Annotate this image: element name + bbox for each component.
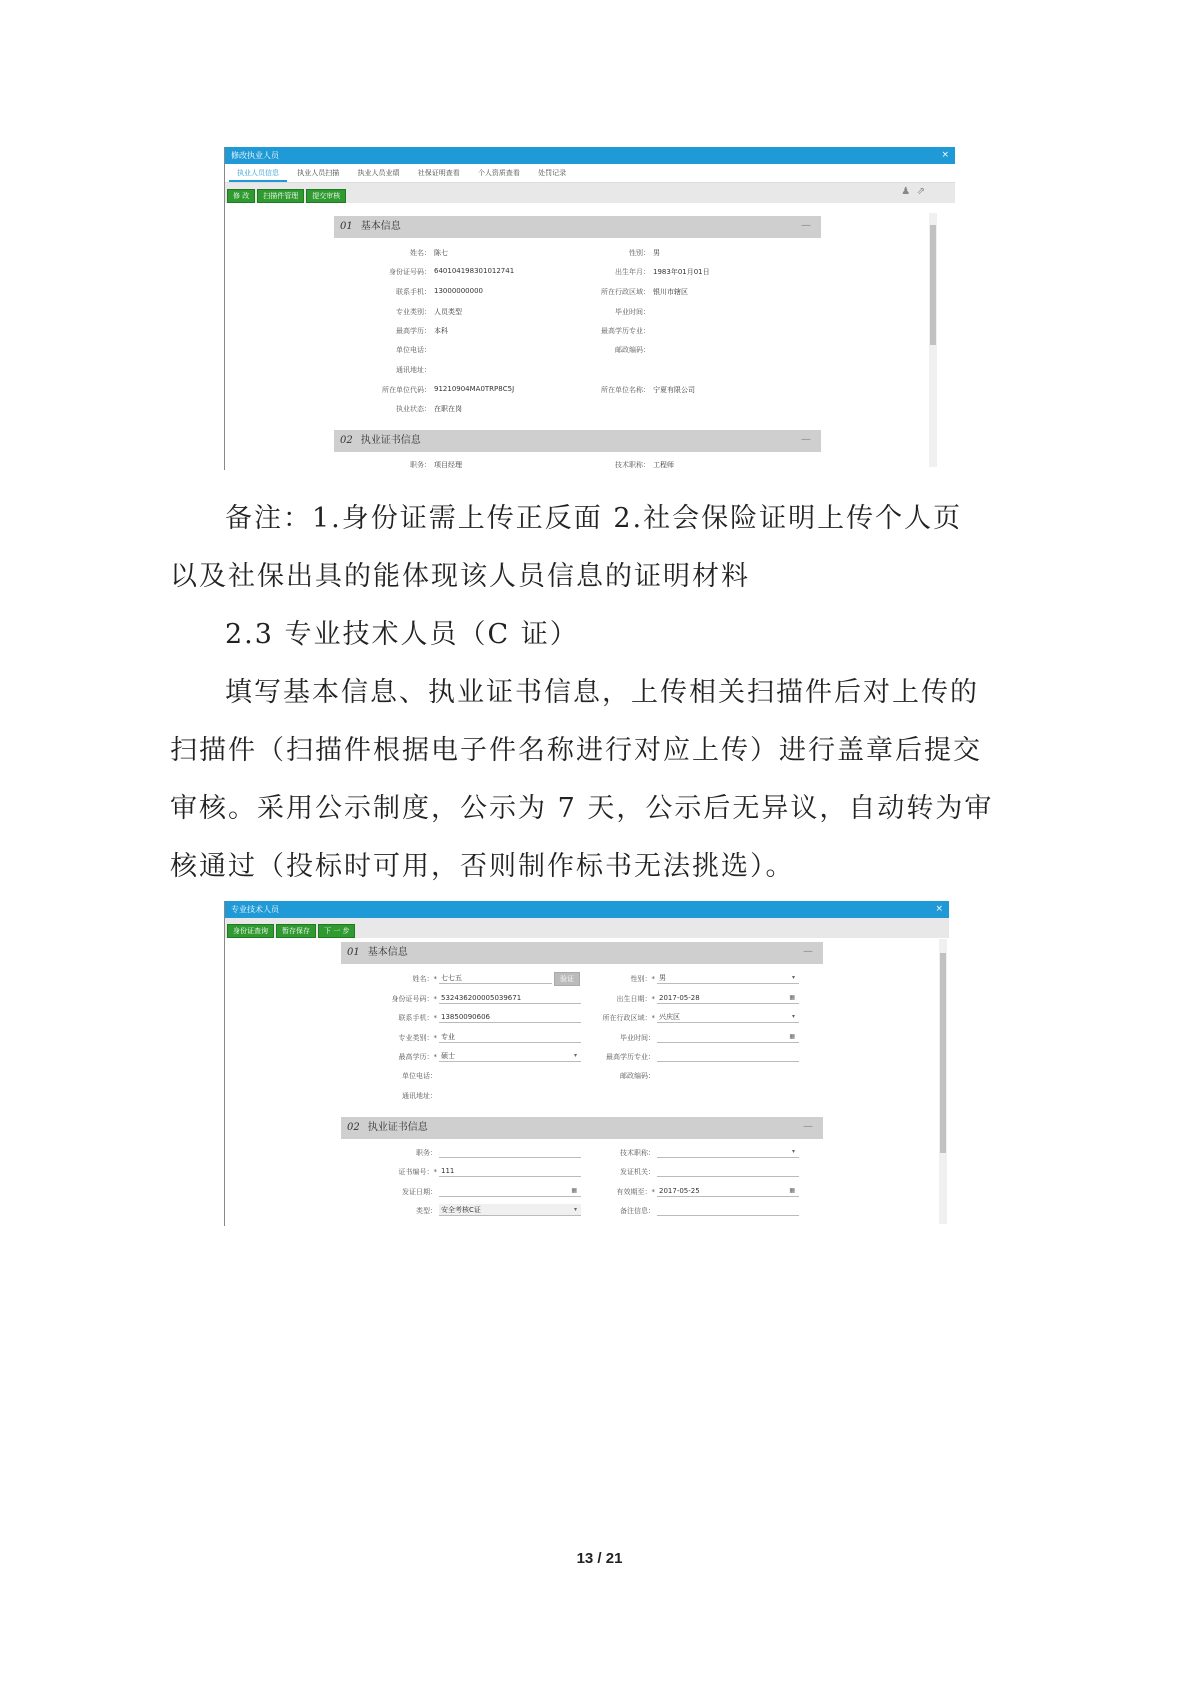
field-label: 通讯地址：	[402, 1092, 437, 1100]
selected-value: 安全考核C证	[441, 1206, 481, 1214]
field-label: 发证机关：	[620, 1168, 655, 1176]
section-number: 02	[347, 1122, 360, 1133]
calendar-icon[interactable]: ▦	[571, 1187, 577, 1194]
position-input[interactable]	[439, 1146, 581, 1158]
scrollbar-thumb[interactable]	[930, 225, 936, 345]
field-value: 陈七	[434, 249, 448, 257]
title-select[interactable]	[657, 1146, 799, 1158]
date-value: 2017-05-25	[659, 1187, 700, 1195]
field-label: 技术职称：	[620, 1149, 655, 1157]
major-input[interactable]: 专业	[439, 1031, 581, 1043]
verify-button[interactable]: 验证	[554, 972, 580, 986]
cert-number-input[interactable]: 111	[439, 1165, 581, 1177]
field-label: 专业类别：*	[398, 1034, 437, 1042]
field-label: 最高学历：	[396, 327, 431, 335]
education-select[interactable]	[439, 1050, 581, 1062]
field-label: 身份证号码：*	[391, 995, 437, 1003]
id-query-button[interactable]: 身份证查询	[227, 924, 274, 938]
section-cert-info	[334, 430, 821, 452]
tab-social-security[interactable]: 社保证明查看	[417, 169, 460, 177]
section-title: 基本信息	[360, 221, 401, 232]
dropdown-caret-icon: ▾	[791, 974, 795, 981]
vertical-scrollbar[interactable]	[939, 939, 947, 1224]
field-label: 最高学历：*	[398, 1053, 437, 1061]
remark-input[interactable]	[657, 1204, 799, 1216]
note-line-1: 备注：1.身份证需上传正反面 2.社会保险证明上传个人页	[225, 503, 963, 534]
dialog-titlebar	[225, 147, 955, 164]
collapse-section-icon[interactable]: —	[803, 946, 813, 957]
dropdown-caret-icon: ▾	[791, 1013, 795, 1020]
tab-bar	[225, 164, 955, 183]
field-value: 13000000000	[434, 287, 483, 295]
section-number: 01	[347, 947, 360, 958]
field-value: 本科	[434, 327, 448, 335]
body-line-2: 扫描件（扫描件根据电子件名称进行对应上传）进行盖章后提交	[170, 735, 982, 766]
field-label: 技术职称：	[615, 461, 650, 469]
section-heading-2-3: 2.3 专业技术人员（C 证）	[225, 619, 579, 650]
toolbar-icons	[901, 186, 925, 197]
field-value: 宁夏有限公司	[653, 386, 695, 394]
dialog-title: 专业技术人员	[231, 905, 279, 914]
field-label: 证书编号：*	[398, 1168, 437, 1176]
birth-date-input[interactable]	[657, 992, 799, 1004]
field-label: 性别：*	[630, 975, 655, 983]
region-select[interactable]	[657, 1011, 799, 1023]
selected-value: 硕士	[441, 1052, 455, 1060]
field-label: 联系手机：	[396, 288, 431, 296]
calendar-icon[interactable]: ▦	[789, 1187, 795, 1194]
screenshot-edit-practitioner	[224, 147, 955, 470]
field-label: 备注信息：	[620, 1207, 655, 1215]
user-icon[interactable]: ♟	[901, 186, 911, 197]
field-label: 专业类别：	[396, 308, 431, 316]
field-label: 姓名：*	[412, 975, 437, 983]
section-cert-info	[341, 1117, 823, 1139]
selected-value: 兴庆区	[659, 1013, 680, 1021]
toolbar	[225, 183, 955, 203]
edit-button[interactable]: 修 改	[227, 189, 255, 203]
field-value: 在职在岗	[434, 405, 462, 413]
field-label: 毕业时间：	[615, 308, 650, 316]
name-input[interactable]: 七七五	[439, 972, 552, 984]
page-number: 13 / 21	[576, 1550, 623, 1567]
field-label: 性别：	[629, 249, 650, 257]
dialog-titlebar	[225, 901, 949, 918]
field-value: 银川市辖区	[653, 288, 688, 296]
issue-date-input[interactable]	[439, 1185, 581, 1197]
note-line-2: 以及社保出具的能体现该人员信息的证明材料	[170, 561, 750, 592]
scrollbar-thumb[interactable]	[940, 953, 946, 1153]
collapse-section-icon[interactable]: —	[801, 220, 811, 231]
field-label: 姓名：	[410, 249, 431, 257]
field-label: 单位电话：	[402, 1072, 437, 1080]
field-label: 身份证号码：	[389, 268, 431, 276]
body-line-4: 核通过（投标时可用，否则制作标书无法挑选）。	[170, 851, 795, 882]
dialog-title: 修改执业人员	[231, 151, 279, 160]
scan-manage-button[interactable]: 扫描件管理	[257, 189, 304, 203]
field-value: 1983年01月01日	[653, 268, 710, 276]
selected-value: 男	[659, 974, 666, 982]
field-label: 所在单位名称：	[601, 386, 650, 394]
field-label: 联系手机：*	[398, 1014, 437, 1022]
tab-practitioner-scan[interactable]: 执业人员扫描	[297, 169, 340, 177]
field-label: 所在行政区域：	[601, 288, 650, 296]
collapse-section-icon[interactable]: —	[803, 1121, 813, 1132]
date-value: 2017-05-28	[659, 994, 700, 1002]
field-value: 项目经理	[434, 461, 462, 469]
section-basic-info	[334, 216, 821, 238]
close-icon[interactable]: ×	[935, 904, 943, 914]
tab-penalty-record[interactable]: 处罚记录	[538, 169, 567, 177]
field-label: 邮政编码：	[620, 1072, 655, 1080]
field-label: 邮政编码：	[615, 346, 650, 354]
field-value: 人员类型	[434, 308, 462, 316]
next-step-button[interactable]: 下 一 步	[318, 924, 355, 938]
degree-major-input[interactable]	[657, 1050, 799, 1062]
body-line-3: 审核。采用公示制度，公示为 7 天，公示后无异议，自动转为审	[170, 793, 994, 824]
id-number-input[interactable]: 532436200005039671	[439, 992, 581, 1004]
field-value: 工程师	[653, 461, 674, 469]
tab-personal-qualification[interactable]: 个人资质查看	[477, 169, 520, 177]
field-label: 职务：	[416, 1149, 437, 1157]
body-line-1: 填写基本信息、执业证书信息，上传相关扫描件后对上传的	[225, 677, 979, 708]
field-label: 所在行政区域：*	[602, 1014, 655, 1022]
field-label: 发证日期：	[402, 1188, 437, 1196]
tab-practitioner-performance[interactable]: 执业人员业绩	[357, 169, 400, 177]
toolbar	[225, 918, 949, 938]
submit-review-button[interactable]: 提交审核	[306, 189, 346, 203]
dropdown-caret-icon: ▾	[573, 1052, 577, 1059]
screenshot-professional-staff	[224, 901, 949, 1226]
section-basic-info	[341, 942, 823, 964]
field-value: 男	[653, 249, 660, 257]
field-label: 出生日期：*	[616, 995, 655, 1003]
issuing-authority-input[interactable]	[657, 1165, 799, 1177]
vertical-scrollbar[interactable]	[929, 213, 937, 467]
collapse-section-icon[interactable]: —	[801, 434, 811, 445]
field-label: 类型：	[416, 1207, 437, 1215]
field-value: 91210904MA0TRP8C5J	[434, 385, 515, 393]
gender-select[interactable]	[657, 972, 799, 984]
field-label: 执业状态：	[396, 405, 431, 413]
section-title: 执业证书信息	[367, 1122, 428, 1133]
mobile-input[interactable]: 13850090606	[439, 1011, 581, 1023]
field-label: 通讯地址：	[396, 366, 431, 374]
field-label: 毕业时间：	[620, 1034, 655, 1042]
section-number: 02	[340, 435, 353, 446]
field-label: 职务：	[410, 461, 431, 469]
dropdown-caret-icon: ▾	[573, 1206, 577, 1213]
field-label: 单位电话：	[396, 346, 431, 354]
tab-practitioner-info[interactable]: 执业人员信息	[229, 166, 287, 182]
dropdown-caret-icon: ▾	[791, 1148, 795, 1155]
section-title: 基本信息	[367, 947, 408, 958]
section-number: 01	[340, 221, 353, 232]
expiry-date-input[interactable]	[657, 1185, 799, 1197]
field-label: 所在单位代码：	[382, 386, 431, 394]
field-label: 最高学历专业：	[601, 327, 650, 335]
collapse-icon[interactable]: ⇗	[916, 186, 925, 197]
graduation-date-input[interactable]	[657, 1031, 799, 1043]
calendar-icon[interactable]: ▦	[789, 994, 795, 1001]
section-title: 执业证书信息	[360, 435, 421, 446]
field-label: 出生年月：	[615, 268, 650, 276]
field-label: 最高学历专业：	[606, 1053, 655, 1061]
field-label: 有效期至：*	[616, 1188, 655, 1196]
field-value: 640104198301012741	[434, 267, 515, 275]
calendar-icon[interactable]: ▦	[789, 1033, 795, 1040]
save-draft-button[interactable]: 暂存保存	[276, 924, 316, 938]
type-select[interactable]	[439, 1204, 581, 1216]
close-icon[interactable]: ×	[941, 150, 949, 160]
